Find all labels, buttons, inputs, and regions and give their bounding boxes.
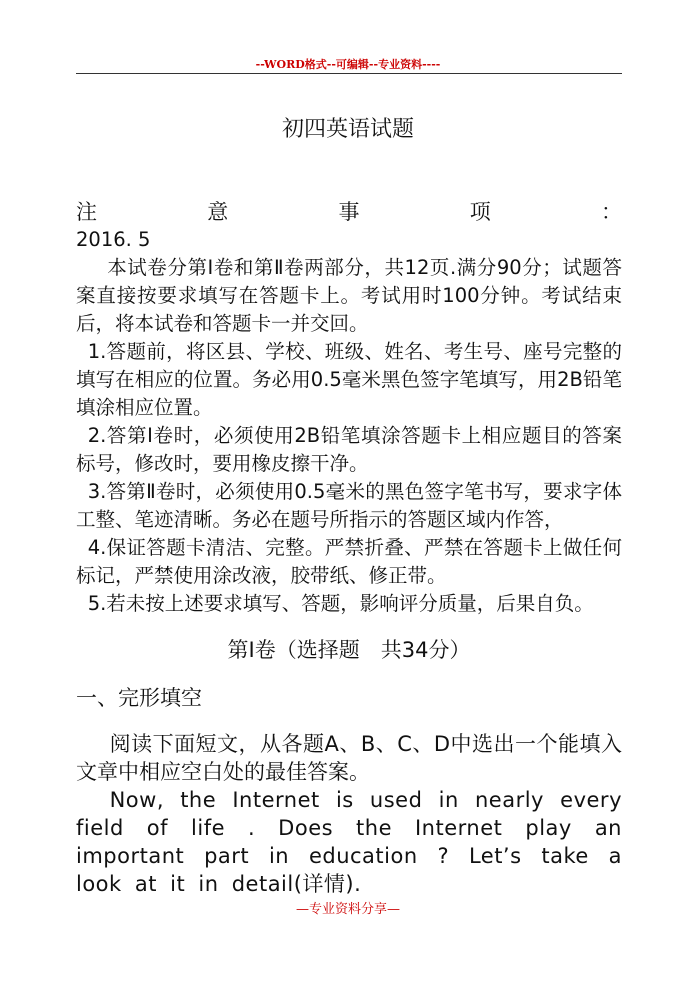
notice-item-4: 4.保证答题卡清洁、完整。严禁折叠、严禁在答题卡上做任何标记，严禁使用涂改液，胶带纸、修正带。: [76, 536, 622, 587]
notice-char-2: 意: [207, 200, 229, 224]
notice-item-3: 3.答第Ⅱ卷时，必须使用0.5毫米的黑色签字笔书写，要求字体工整、笔迹清晰。务必在题号所指示的答题区域内作答，: [76, 480, 622, 531]
section-heading: 一、完形填空: [76, 686, 202, 710]
reading-passage: Now, the Internet is used in nearly every field of life . Does the Internet play an important part in education ? Let’s take a look at it in detail(详情).: [76, 788, 622, 896]
page-title: 初四英语试题: [281, 117, 414, 142]
notice-char-3: 事: [338, 200, 360, 224]
notice-date: 2016. 5: [76, 228, 151, 251]
document-body: [76, 198, 622, 898]
notice-item-2: 2.答第Ⅰ卷时，必须使用2B铅笔填涂答题卡上相应题目的答案标号，修改时，要用橡皮擦干净。: [76, 424, 622, 475]
notice-heading: [76, 198, 622, 226]
footer-banner: —专业资料分享—: [295, 902, 400, 917]
reading-instruction: 阅读下面短文，从各题A、B、C、D中选出一个能填入文章中相应空白处的最佳答案。: [76, 732, 622, 784]
header-banner: --WORD格式--可编辑--专业资料----: [255, 58, 441, 71]
header-divider: [76, 73, 622, 74]
notice-item-1: 1.答题前，将区县、学校、班级、姓名、考生号、座号完整的填写在相应的位置。务必用0.5毫米黑色签字笔填写，用2B铅笔填涂相应位置。: [76, 340, 622, 419]
notice-item-5: 5.若未按上述要求填写、答题，影响评分质量，后果自负。: [87, 592, 594, 615]
notice-intro: 本试卷分第Ⅰ卷和第Ⅱ卷两部分，共12页.满分90分；试题答案直接按要求填写在答题卡上。考试用时100分钟。考试结束后，将本试卷和答题卡一并交回。: [76, 256, 622, 335]
notice-char-4: 项: [469, 200, 491, 224]
volume-title: 第Ⅰ卷（选择题 共34分）: [227, 638, 471, 662]
notice-char-1: 注: [76, 200, 97, 224]
notice-char-5: ：: [601, 200, 622, 224]
